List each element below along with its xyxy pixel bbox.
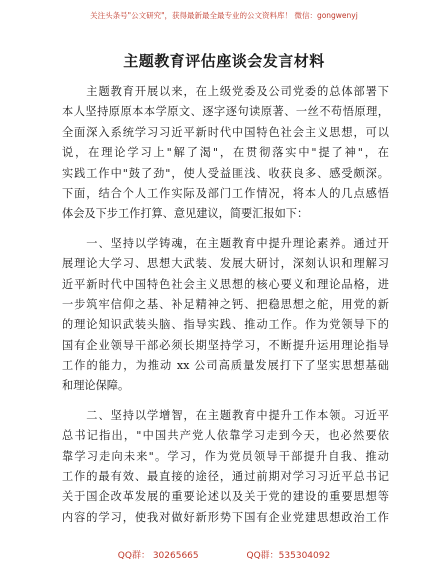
body-line: 近平新时代中国特色社会主义思想的核心要义和理论品格，进: [62, 277, 389, 291]
body-line: 一、坚持以学铸魂，在主题教育中提升理论素养。通过开: [62, 236, 389, 250]
document-title: 主题教育评估座谈会发言材料: [123, 52, 325, 70]
body-line: 展理论大学习、思想大武装、发展大研讨，深刻认识和理解习: [62, 257, 389, 271]
body-line: 实践工作中"鼓了劲"，使人受益匪浅、收获良多、感受颇深。: [62, 166, 389, 180]
body-line: 内容的学习，使我对做好新形势下国有企业党建思想政治工作: [62, 510, 389, 524]
footer-qq-groups: QQ群： 30265665 QQ群：535304092: [117, 551, 331, 561]
body-line: 总书记指出，"中国共产党人依靠学习走到今天，也必然要依: [62, 429, 389, 443]
body-line: 一步筑牢信仰之基、补足精神之钙、把稳思想之舵，用党的新: [62, 297, 389, 311]
body-line: 主题教育开展以来，在上级党委及公司党委的总体部署下: [62, 85, 389, 98]
body-line: 本人坚持原原本本学原文、逐字逐句读原著、一丝不苟悟原理，: [62, 105, 389, 119]
body-line: 工作的最有效、最直接的途径，通过前期对学习习近平总书记: [62, 470, 389, 484]
body-line: 关于国企改革发展的重要论述以及关于党的建设的重要思想等: [62, 490, 389, 504]
body-line: 靠学习走向未来"。学习，作为党员领导干部提升自我、推动: [62, 449, 389, 463]
body-line: 的理论知识武装头脑、指导实践、推动工作。作为党领导下的: [62, 318, 389, 332]
body-line: 二、坚持以学增智，在主题教育中提升工作本领。习近平: [62, 408, 389, 422]
body-line: 体会及下步工作打算、意见建议，简要汇报如下：: [62, 207, 309, 221]
body-line: 国有企业领导干部必须长期坚持学习，不断提升运用理论指导: [62, 338, 389, 352]
document-body: [62, 82, 389, 528]
header-banner: 关注头条号"公文研究"，获得最新最全最专业的公文资料库！ 微信：gongwenyj: [90, 11, 358, 20]
body-line: 下面，结合个人工作实际及部门工作情况，将本人的几点感悟: [62, 186, 389, 200]
body-line: 工作的能力，为推动 xx 公司高质量发展打下了坚实思想基础: [62, 359, 389, 373]
body-line: 和理论保障。: [62, 379, 130, 393]
body-line: 说，在理论学习上"解了渴"，在贯彻落实中"提了神"，在: [62, 146, 389, 160]
body-line: 全面深入系统学习习近平新时代中国特色社会主义思想，可以: [62, 125, 389, 139]
